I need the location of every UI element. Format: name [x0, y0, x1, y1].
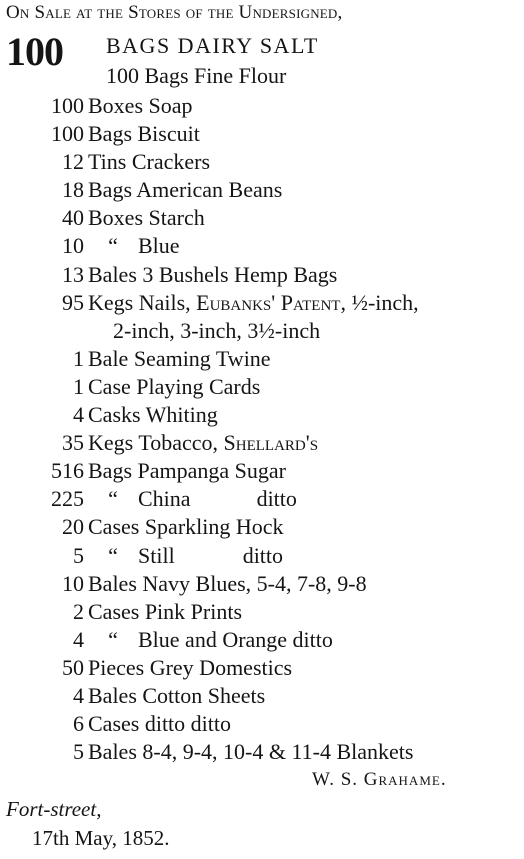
list-item: [0, 710, 524, 738]
list-item: [0, 542, 524, 570]
list-item: [0, 654, 524, 682]
item-text: Cases Sparkling Hock: [88, 514, 284, 540]
item-quantity: 4: [73, 682, 84, 708]
item-quantity: 20: [62, 514, 84, 540]
item-quantity: 5: [73, 739, 84, 765]
item-quantity: 516: [51, 458, 84, 484]
item-description: [88, 92, 193, 120]
item-description: [88, 513, 284, 541]
item-description: [88, 738, 413, 766]
list-item: [0, 401, 524, 429]
item-quantity: 10: [62, 570, 84, 596]
item-description: [88, 176, 282, 204]
item-text: Bales Navy Blues, 5-4, 7-8, 9-8: [88, 570, 367, 596]
item-description: [113, 317, 320, 345]
item-description: [88, 485, 297, 513]
ditto-mark: “: [108, 626, 118, 652]
item-description: [88, 542, 283, 570]
item-text: Tins Crackers: [88, 149, 211, 175]
item-quantity: 40: [62, 205, 84, 231]
item-text: Bales 8-4, 9-4, 10-4 & 11-4 Blankets: [88, 739, 414, 765]
item-quantity: 50: [62, 654, 84, 680]
item-text: Blue and Orange ditto: [138, 626, 333, 652]
signature-initials: W. S.: [312, 769, 364, 790]
list-item: [0, 738, 524, 766]
item-quantity: 35: [62, 430, 84, 456]
list-item: [0, 261, 524, 289]
item-text: Cases ditto ditto: [88, 711, 231, 737]
list-item: [0, 176, 524, 204]
item-text: China: [138, 486, 191, 512]
item-text: Bale Seaming Twine: [88, 345, 271, 371]
item-quantity: 100: [51, 121, 84, 147]
item-description: [88, 261, 337, 289]
item-description: [88, 626, 333, 654]
item-description: [88, 457, 286, 485]
item-brand: Eubanks' Patent,: [196, 289, 346, 315]
ditto-word: ditto: [256, 486, 297, 512]
list-item: [0, 682, 524, 710]
item-description: [88, 345, 271, 373]
item-text: Bales 3 Bushels Hemp Bags: [88, 261, 338, 287]
item-description: [88, 598, 242, 626]
list-item: [0, 204, 524, 232]
item-description: [88, 654, 292, 682]
signature: [312, 769, 447, 791]
item-description: [88, 401, 218, 429]
item-description: [88, 148, 210, 176]
item-quantity: 1: [73, 345, 84, 371]
list-item: [0, 485, 524, 513]
list-item: [0, 373, 524, 401]
item-quantity: 13: [62, 261, 84, 287]
list-item: [0, 289, 524, 317]
list-item: [0, 457, 524, 485]
signature-surname: Grahame.: [363, 769, 447, 790]
first-item-description: BAGS DAIRY SALT: [106, 33, 319, 58]
item-quantity: 18: [62, 177, 84, 203]
item-text: Case Playing Cards: [88, 373, 261, 399]
item-text: Pieces Grey Domestics: [88, 654, 293, 680]
item-text: 2-inch, 3-inch, 3½-inch: [113, 317, 321, 343]
list-item: [0, 345, 524, 373]
ditto-mark: “: [108, 486, 118, 512]
list-item: [0, 148, 524, 176]
item-list: [0, 92, 524, 766]
item-quantity: 1: [73, 373, 84, 399]
item-text: Bags American Beans: [88, 177, 283, 203]
list-item: [0, 92, 524, 120]
item-description: [88, 232, 180, 260]
item-text: Kegs Nails,: [88, 289, 197, 315]
item-text: Bales Cotton Sheets: [88, 682, 266, 708]
item-text: Bags Pampanga Sugar: [88, 458, 286, 484]
list-item: [0, 513, 524, 541]
list-item: [0, 317, 524, 345]
list-item: [0, 120, 524, 148]
item-text: Bags Biscuit: [88, 121, 200, 147]
list-item: [0, 570, 524, 598]
date-line: 17th May, 1852.: [32, 826, 170, 850]
item-brand: Shellard's: [223, 430, 319, 456]
item-quantity: 10: [62, 233, 84, 259]
list-item: [0, 626, 524, 654]
item-text: Still: [138, 542, 175, 568]
item-quantity: 225: [51, 486, 84, 512]
item-description: [88, 120, 200, 148]
ditto-mark: “: [108, 233, 118, 259]
item-description: [88, 429, 318, 457]
location-line: Fort-street,: [6, 797, 102, 821]
second-item-line: 100 Bags Fine Flour: [106, 63, 287, 88]
item-description: [88, 682, 265, 710]
list-item: [0, 429, 524, 457]
item-description: [88, 710, 231, 738]
item-text: Boxes Soap: [88, 93, 193, 118]
list-item: [0, 232, 524, 260]
item-quantity: 5: [73, 542, 84, 568]
item-quantity: 95: [62, 289, 84, 315]
item-text: Boxes Starch: [88, 205, 205, 231]
item-quantity: 4: [73, 402, 84, 428]
ditto-word: ditto: [242, 542, 284, 568]
ditto-mark: “: [108, 542, 118, 568]
item-text: Kegs Tobacco,: [88, 430, 224, 456]
item-text: Casks Whiting: [88, 402, 218, 428]
list-item: [0, 598, 524, 626]
item-quantity: 12: [62, 149, 84, 175]
item-description: [88, 204, 205, 232]
header-line: On Sale at the Stores of the Undersigned,: [6, 2, 343, 23]
item-quantity: 100: [51, 93, 84, 118]
item-description: [88, 373, 260, 401]
item-text: Blue: [138, 233, 180, 259]
item-description: [88, 570, 367, 598]
first-item-quantity: 100: [6, 29, 63, 74]
item-quantity: 6: [73, 711, 84, 737]
item-tail: ½-inch,: [345, 289, 419, 315]
item-text: Cases Pink Prints: [88, 598, 243, 624]
item-quantity: 4: [73, 626, 84, 652]
item-description: [88, 289, 419, 317]
item-quantity: 2: [73, 598, 84, 624]
